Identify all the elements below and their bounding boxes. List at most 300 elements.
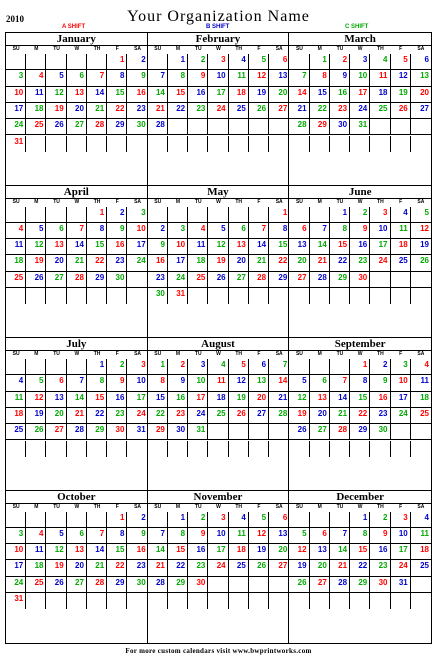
day-cell bbox=[411, 593, 431, 609]
day-number: 21 bbox=[338, 561, 348, 571]
day-cell bbox=[188, 392, 208, 408]
day-cell bbox=[330, 424, 350, 440]
day-number: 20 bbox=[278, 545, 288, 555]
day-number: 13 bbox=[257, 376, 267, 386]
day-number: 17 bbox=[136, 240, 146, 250]
day-number: 28 bbox=[75, 425, 84, 435]
day-cell bbox=[67, 392, 87, 408]
day-cell bbox=[350, 424, 370, 440]
day-cell bbox=[289, 577, 309, 593]
day-number: 15 bbox=[95, 240, 105, 250]
day-cell bbox=[67, 408, 87, 424]
day-cell bbox=[229, 375, 249, 391]
day-number: 20 bbox=[278, 87, 288, 97]
day-cell bbox=[289, 528, 309, 544]
day-number: 31 bbox=[14, 594, 24, 603]
day-cell bbox=[249, 255, 269, 271]
day-cell bbox=[6, 577, 26, 593]
day-number: 1 bbox=[180, 55, 186, 64]
day-cell bbox=[208, 528, 228, 544]
day-number: 18 bbox=[196, 256, 206, 266]
weekday-label: M bbox=[34, 503, 39, 510]
day-cell bbox=[289, 255, 309, 271]
day-cell bbox=[188, 544, 208, 560]
day-cell bbox=[310, 512, 330, 528]
day-cell bbox=[148, 255, 168, 271]
day-cell bbox=[350, 136, 370, 152]
day-number: 21 bbox=[297, 103, 307, 113]
day-cell bbox=[6, 359, 26, 375]
day-cell bbox=[391, 528, 411, 544]
day-number: 22 bbox=[155, 408, 165, 418]
day-number: 19 bbox=[297, 561, 307, 571]
day-number: 10 bbox=[176, 240, 186, 250]
day-cell bbox=[107, 119, 127, 135]
day-cell bbox=[350, 560, 370, 576]
day-cell bbox=[6, 424, 26, 440]
day-cell bbox=[46, 239, 66, 255]
day-cell bbox=[411, 223, 431, 239]
day-number: 17 bbox=[398, 545, 408, 555]
day-cell bbox=[148, 359, 168, 375]
day-cell bbox=[87, 424, 107, 440]
day-number: 29 bbox=[115, 577, 125, 587]
day-number: 11 bbox=[420, 528, 429, 538]
day-number: 16 bbox=[378, 392, 388, 402]
day-cell bbox=[350, 359, 370, 375]
day-cell bbox=[310, 577, 330, 593]
day-number: 10 bbox=[136, 223, 146, 233]
day-cell bbox=[249, 392, 269, 408]
day-cell bbox=[411, 103, 431, 119]
day-number: 17 bbox=[216, 545, 226, 555]
day-cell bbox=[26, 528, 46, 544]
day-cell bbox=[127, 375, 147, 391]
day-cell bbox=[310, 103, 330, 119]
day-cell bbox=[127, 593, 147, 609]
day-cell bbox=[6, 103, 26, 119]
day-cell bbox=[87, 70, 107, 86]
day-cell bbox=[26, 577, 46, 593]
day-cell bbox=[87, 593, 107, 609]
day-cell bbox=[26, 593, 46, 609]
day-number: 7 bbox=[282, 360, 288, 369]
day-number: 15 bbox=[176, 87, 186, 97]
day-number: 9 bbox=[141, 71, 146, 81]
day-cell bbox=[289, 207, 309, 223]
day-cell bbox=[208, 577, 228, 593]
weekday-label: SA bbox=[275, 46, 283, 52]
day-cell bbox=[229, 392, 249, 408]
day-number: 6 bbox=[322, 376, 327, 386]
day-cell bbox=[168, 54, 188, 70]
day-cell bbox=[127, 54, 147, 70]
day-number: 11 bbox=[420, 376, 429, 386]
day-cell bbox=[208, 223, 228, 239]
day-cell bbox=[67, 239, 87, 255]
weekday-label: SA bbox=[417, 503, 425, 510]
day-cell bbox=[330, 239, 350, 255]
day-number: 8 bbox=[180, 528, 186, 538]
day-cell bbox=[411, 375, 431, 391]
day-cell bbox=[168, 288, 188, 304]
day-cell bbox=[350, 54, 370, 70]
day-number: 3 bbox=[200, 360, 206, 369]
weekday-label: TH bbox=[93, 46, 101, 52]
day-cell bbox=[370, 528, 390, 544]
day-cell bbox=[168, 207, 188, 223]
day-cell bbox=[148, 560, 168, 576]
day-number: 31 bbox=[14, 136, 24, 146]
day-cell bbox=[168, 223, 188, 239]
day-number: 3 bbox=[141, 207, 146, 217]
day-cell bbox=[269, 392, 289, 408]
weekday-label: F bbox=[399, 46, 403, 52]
day-cell bbox=[148, 223, 168, 239]
day-number: 10 bbox=[136, 376, 146, 386]
day-cell bbox=[249, 288, 269, 304]
day-number: 24 bbox=[378, 256, 388, 266]
day-cell bbox=[249, 441, 269, 457]
month-november bbox=[148, 491, 290, 644]
day-cell bbox=[168, 512, 188, 528]
day-number: 31 bbox=[196, 425, 206, 435]
day-number: 3 bbox=[403, 512, 408, 522]
day-number: 24 bbox=[398, 408, 408, 418]
day-cell bbox=[6, 87, 26, 103]
day-cell bbox=[87, 441, 107, 457]
day-number: 14 bbox=[155, 545, 165, 555]
day-cell bbox=[310, 544, 330, 560]
day-number: 7 bbox=[160, 71, 165, 81]
day-number: 12 bbox=[34, 392, 44, 402]
day-cell bbox=[148, 239, 168, 255]
day-number: 17 bbox=[14, 561, 24, 571]
day-cell bbox=[127, 288, 147, 304]
day-cell bbox=[229, 359, 249, 375]
day-cell bbox=[269, 54, 289, 70]
day-cell bbox=[168, 136, 188, 152]
day-number: 29 bbox=[317, 120, 327, 130]
day-number: 25 bbox=[34, 120, 44, 130]
day-number: 23 bbox=[115, 256, 125, 266]
day-number: 8 bbox=[99, 376, 105, 386]
day-cell bbox=[229, 239, 249, 255]
day-cell bbox=[350, 288, 370, 304]
month-june bbox=[289, 186, 431, 339]
day-cell bbox=[269, 272, 289, 288]
day-cell bbox=[411, 70, 431, 86]
day-cell bbox=[229, 207, 249, 223]
day-number: 28 bbox=[257, 272, 267, 282]
day-cell bbox=[87, 359, 107, 375]
day-cell bbox=[229, 223, 249, 239]
day-number: 18 bbox=[378, 87, 388, 97]
day-cell bbox=[188, 136, 208, 152]
weekday-label: F bbox=[399, 198, 403, 205]
day-cell bbox=[6, 408, 26, 424]
day-cell bbox=[391, 424, 411, 440]
day-cell bbox=[310, 239, 330, 255]
month-name: November bbox=[148, 491, 289, 504]
day-number: 30 bbox=[115, 272, 125, 282]
day-cell bbox=[208, 408, 228, 424]
day-cell bbox=[411, 288, 431, 304]
day-cell bbox=[87, 223, 107, 239]
day-number: 16 bbox=[136, 87, 146, 97]
day-number: 31 bbox=[136, 425, 146, 435]
day-cell bbox=[269, 408, 289, 424]
day-number: 4 bbox=[221, 360, 226, 369]
day-number: 27 bbox=[317, 425, 327, 435]
day-cell bbox=[229, 441, 249, 457]
day-number: 5 bbox=[39, 223, 44, 233]
weekday-label: TH bbox=[235, 198, 243, 205]
day-cell bbox=[107, 577, 127, 593]
day-cell bbox=[87, 544, 107, 560]
weekday-label: TH bbox=[377, 198, 384, 205]
day-number: 30 bbox=[136, 120, 146, 130]
day-cell bbox=[269, 359, 289, 375]
day-number: 28 bbox=[317, 272, 327, 282]
day-cell bbox=[289, 593, 309, 609]
day-cell bbox=[107, 207, 127, 223]
day-cell bbox=[310, 272, 330, 288]
day-cell bbox=[168, 375, 188, 391]
day-cell bbox=[370, 577, 390, 593]
weekday-label: M bbox=[34, 198, 39, 205]
day-cell bbox=[107, 560, 127, 576]
day-cell bbox=[107, 223, 127, 239]
day-number: 9 bbox=[119, 376, 125, 386]
day-cell bbox=[330, 207, 350, 223]
weekday-label: F bbox=[257, 46, 261, 52]
day-cell bbox=[208, 288, 228, 304]
day-cell bbox=[289, 375, 309, 391]
day-number: 8 bbox=[362, 528, 368, 538]
day-cell bbox=[208, 512, 228, 528]
day-cell bbox=[107, 272, 127, 288]
day-cell bbox=[350, 255, 370, 271]
day-number: 4 bbox=[383, 55, 388, 64]
day-cell bbox=[391, 70, 411, 86]
day-number: 13 bbox=[236, 240, 246, 250]
weekday-label: SA bbox=[417, 46, 425, 52]
day-cell bbox=[6, 54, 26, 70]
day-number: 24 bbox=[398, 561, 408, 571]
weekday-label: SA bbox=[134, 351, 142, 357]
day-cell bbox=[168, 255, 188, 271]
day-number: 10 bbox=[216, 71, 226, 81]
day-number: 14 bbox=[75, 240, 84, 250]
day-number: 30 bbox=[196, 577, 206, 587]
day-number: 27 bbox=[278, 103, 288, 113]
day-number: 8 bbox=[160, 376, 165, 386]
day-cell bbox=[107, 255, 127, 271]
day-cell bbox=[249, 87, 269, 103]
day-number: 14 bbox=[278, 376, 288, 386]
day-number: 24 bbox=[14, 577, 24, 587]
day-cell bbox=[208, 424, 228, 440]
weekday-label: SU bbox=[12, 46, 20, 52]
day-cell bbox=[87, 528, 107, 544]
day-number: 17 bbox=[196, 392, 206, 402]
month-name: April bbox=[6, 186, 147, 199]
day-cell bbox=[391, 87, 411, 103]
day-number: 13 bbox=[317, 392, 327, 402]
weekday-label: SA bbox=[134, 46, 142, 52]
day-number: 6 bbox=[424, 55, 429, 64]
day-cell bbox=[67, 593, 87, 609]
day-cell bbox=[168, 392, 188, 408]
day-cell bbox=[148, 392, 168, 408]
day-number: 14 bbox=[95, 87, 105, 97]
day-cell bbox=[350, 593, 370, 609]
day-cell bbox=[188, 441, 208, 457]
day-number: 19 bbox=[34, 408, 44, 418]
weekday-label: W bbox=[357, 46, 363, 52]
day-cell bbox=[229, 54, 249, 70]
day-cell bbox=[188, 207, 208, 223]
day-cell bbox=[229, 70, 249, 86]
day-cell bbox=[26, 512, 46, 528]
day-number: 26 bbox=[420, 256, 429, 266]
day-number: 16 bbox=[155, 256, 165, 266]
day-cell bbox=[67, 560, 87, 576]
day-cell bbox=[67, 136, 87, 152]
day-cell bbox=[229, 408, 249, 424]
weekday-label: TU bbox=[336, 503, 344, 510]
day-cell bbox=[67, 359, 87, 375]
day-number: 24 bbox=[216, 103, 226, 113]
day-cell bbox=[168, 87, 188, 103]
day-number: 27 bbox=[317, 577, 327, 587]
day-cell bbox=[67, 119, 87, 135]
day-cell bbox=[350, 408, 370, 424]
day-number: 11 bbox=[196, 240, 206, 250]
day-cell bbox=[269, 255, 289, 271]
day-cell bbox=[168, 272, 188, 288]
day-number: 23 bbox=[358, 256, 368, 266]
day-number: 3 bbox=[383, 207, 388, 217]
day-cell bbox=[310, 87, 330, 103]
day-cell bbox=[107, 424, 127, 440]
day-number: 14 bbox=[257, 240, 267, 250]
day-cell bbox=[127, 272, 147, 288]
day-cell bbox=[107, 288, 127, 304]
month-name: January bbox=[6, 33, 147, 46]
day-number: 13 bbox=[75, 545, 84, 555]
day-number: 24 bbox=[358, 103, 368, 113]
day-number: 8 bbox=[119, 528, 125, 538]
day-number: 5 bbox=[424, 207, 429, 217]
day-cell bbox=[350, 103, 370, 119]
weekday-label: TU bbox=[194, 351, 202, 357]
day-number: 6 bbox=[302, 223, 307, 233]
day-cell bbox=[269, 577, 289, 593]
day-cell bbox=[6, 512, 26, 528]
day-cell bbox=[107, 441, 127, 457]
weekday-label: SU bbox=[295, 198, 303, 205]
weekday-label: W bbox=[216, 503, 221, 510]
day-cell bbox=[46, 223, 66, 239]
month-april bbox=[6, 186, 148, 339]
weekday-label: W bbox=[74, 503, 80, 510]
day-cell bbox=[249, 375, 269, 391]
day-cell bbox=[6, 392, 26, 408]
day-cell bbox=[391, 239, 411, 255]
shift-c-label: C SHIFT bbox=[345, 24, 369, 30]
day-cell bbox=[208, 70, 228, 86]
day-number: 22 bbox=[115, 561, 125, 571]
day-number: 4 bbox=[424, 360, 429, 369]
day-cell bbox=[148, 375, 168, 391]
day-number: 20 bbox=[75, 103, 84, 113]
day-cell bbox=[330, 375, 350, 391]
day-cell bbox=[46, 375, 66, 391]
day-cell bbox=[26, 544, 46, 560]
day-cell bbox=[350, 207, 370, 223]
day-cell bbox=[350, 512, 370, 528]
day-number: 14 bbox=[317, 240, 327, 250]
day-cell bbox=[87, 288, 107, 304]
day-cell bbox=[391, 223, 411, 239]
day-cell bbox=[87, 577, 107, 593]
day-number: 19 bbox=[257, 87, 267, 97]
day-cell bbox=[188, 512, 208, 528]
day-number: 24 bbox=[176, 272, 186, 282]
day-number: 17 bbox=[14, 103, 24, 113]
day-cell bbox=[87, 560, 107, 576]
weekday-label: TH bbox=[377, 46, 384, 52]
day-number: 31 bbox=[358, 120, 368, 130]
day-cell bbox=[26, 255, 46, 271]
day-number: 9 bbox=[160, 240, 165, 250]
weekday-label: M bbox=[317, 503, 322, 510]
day-cell bbox=[87, 136, 107, 152]
day-number: 16 bbox=[115, 240, 125, 250]
day-cell bbox=[229, 255, 249, 271]
day-cell bbox=[411, 392, 431, 408]
day-number: 28 bbox=[297, 120, 307, 130]
day-cell bbox=[107, 512, 127, 528]
day-cell bbox=[127, 207, 147, 223]
day-cell bbox=[269, 103, 289, 119]
month-name: February bbox=[148, 33, 289, 46]
day-cell bbox=[249, 408, 269, 424]
day-number: 25 bbox=[420, 561, 429, 571]
day-cell bbox=[330, 528, 350, 544]
day-number: 2 bbox=[160, 223, 165, 233]
day-cell bbox=[148, 103, 168, 119]
day-cell bbox=[26, 441, 46, 457]
day-number: 27 bbox=[236, 272, 246, 282]
day-cell bbox=[188, 272, 208, 288]
day-cell bbox=[289, 103, 309, 119]
day-cell bbox=[330, 103, 350, 119]
day-number: 20 bbox=[54, 408, 64, 418]
weekday-label: SA bbox=[417, 198, 425, 205]
day-number: 14 bbox=[338, 392, 348, 402]
weekday-label: W bbox=[357, 503, 363, 510]
day-cell bbox=[67, 424, 87, 440]
day-cell bbox=[148, 70, 168, 86]
day-cell bbox=[6, 70, 26, 86]
day-number: 2 bbox=[141, 55, 146, 64]
day-number: 25 bbox=[14, 272, 24, 282]
day-number: 9 bbox=[383, 376, 388, 386]
day-number: 9 bbox=[141, 528, 146, 538]
